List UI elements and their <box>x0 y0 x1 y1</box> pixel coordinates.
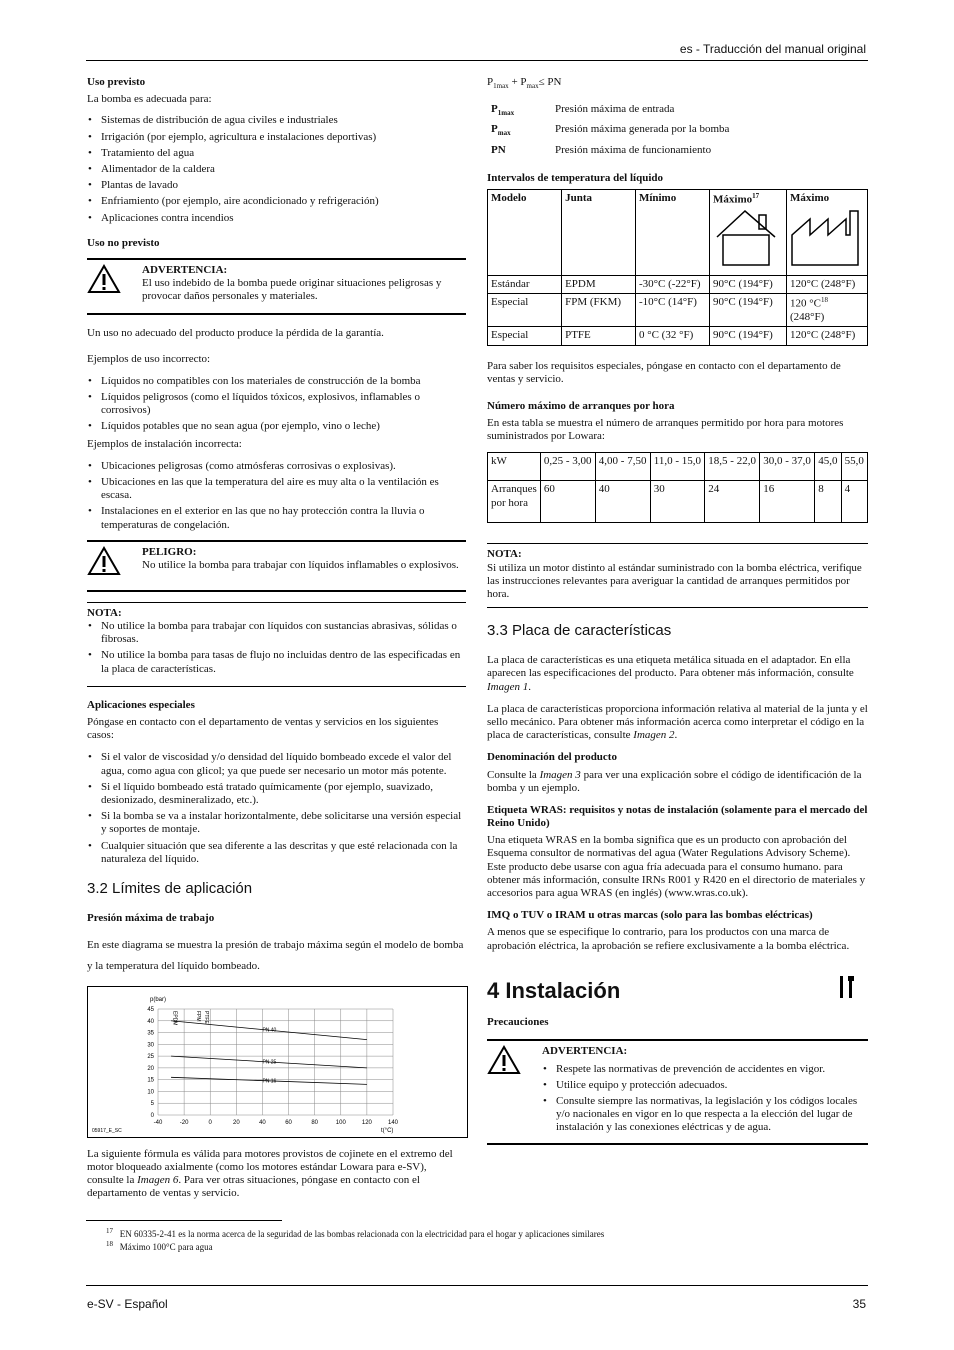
warning-box-2 <box>487 1039 868 1144</box>
aplicaciones-intro: Póngase en contacto con el departamento de ventas y servicios en los siguientes casos: <box>87 716 439 742</box>
garantia-text: Un uso no adecuado del producto produce la pérdida de la garantía. <box>87 327 384 340</box>
nota-box <box>87 602 466 687</box>
table-cell: 90°C (194°F) <box>710 327 787 345</box>
def-text: Presión máxima de funcionamiento <box>555 143 712 156</box>
nota-title: NOTA: <box>87 606 122 619</box>
temperature-table <box>487 189 868 345</box>
warning-icon <box>487 1045 542 1138</box>
section-3-3-heading: 3.3 Placa de características <box>487 622 672 640</box>
house-icon <box>713 207 783 273</box>
def-symbol: $P_{1max}$ <box>491 102 515 117</box>
pressure-formula: $P_{1max} + P_{max}\le$ PN <box>487 76 562 91</box>
uso-previsto-intro: La bomba es adecuada para: <box>87 93 212 106</box>
footnote: $^{18}$ Máximo 100°C para agua <box>106 1240 213 1252</box>
y-tick-label: 45 <box>147 1006 154 1013</box>
def-symbol: PN <box>491 143 506 156</box>
warning-text: El uso indebido de la bomba puede originar situaciones peligrosas y provocar daños personales y materiales. <box>142 277 442 303</box>
imq-text: A menos que se especifique lo contrario, para los productos con una marca de aprobación eléctrica, la aprobación se refiere exclusivamente a la bomba eléctrica. <box>487 926 850 952</box>
precauciones-title: Precauciones <box>487 1016 549 1029</box>
table-header: Junta <box>562 190 636 276</box>
table-header: Máximo$^{17}$ <box>710 190 787 276</box>
x-axis-label: t(°C) <box>381 1127 394 1134</box>
tools-icon <box>838 974 856 1004</box>
table-cell: 90°C (194°F) <box>710 276 787 294</box>
y-tick-label: 0 <box>150 1112 154 1119</box>
list-item: • Plantas de lavado <box>101 179 466 192</box>
placa-p1: La placa de características es una etiqueta metálica situada en el adaptador. En ella aparecen las especificaciones del producto. Para obtener más información, consulte Imagen 1. <box>487 654 854 693</box>
table-cell: 24 <box>705 481 760 523</box>
table-cell: 120 $^\circ C^{18}$ (248°F) <box>787 294 868 327</box>
header-rule <box>86 60 868 61</box>
def-text: Presión máxima de entrada <box>555 102 675 115</box>
ejemplos-inst-title: Ejemplos de instalación incorrecta: <box>87 437 242 450</box>
ejemplos-uso-list <box>87 375 466 434</box>
pressure-chart <box>87 986 468 1138</box>
uso-previsto-title: Uso previsto <box>87 76 146 88</box>
table-cell: 55,0 <box>841 453 867 481</box>
footnote-rule <box>86 1220 282 1221</box>
x-tick-label: 0 <box>208 1119 212 1126</box>
right-column <box>487 76 868 1155</box>
x-tick-label: 60 <box>285 1119 292 1126</box>
x-tick-label: 80 <box>311 1119 319 1126</box>
section-4-header <box>487 962 868 1016</box>
arranques-table <box>487 452 868 523</box>
table-cell: 120°C (248°F) <box>787 327 868 345</box>
list-item: • Cualquier situación que sea diferente a las descritas y que esté relacionada con la naturaleza del líquido. <box>101 840 466 866</box>
list-item: • No utilice la bomba para trabajar con líquidos con sustancias abrasivas, sólidas o fibrosas. <box>101 620 466 646</box>
y-tick-label: 5 <box>150 1101 154 1108</box>
y-tick-label: 20 <box>147 1065 154 1072</box>
table-cell: 0,25 - 3,00 <box>540 453 595 481</box>
ejemplos-inst-list <box>87 460 466 532</box>
nota-box-right <box>487 543 868 608</box>
table-cell: EPDM <box>562 276 636 294</box>
section-3-2-heading: 3.2 Límites de aplicación <box>87 879 253 897</box>
table-cell: 8 <box>815 481 841 523</box>
warning-icon <box>87 264 142 304</box>
list-item: • Ubicaciones peligrosas (como atmósferas corrosivas o explosivas). <box>101 460 466 473</box>
def-text: Presión máxima generada por la bomba <box>555 123 730 136</box>
y-tick-label: 40 <box>147 1018 154 1025</box>
list-item: • Líquidos potables que no sean agua (por ejemplo, vino o leche) <box>101 420 466 433</box>
nota-text: Si utiliza un motor distinto al estándar suministrado con la bomba eléctrica, verifique las instrucciones relevantes para averiguar la cantidad de arranques permitidos por hora. <box>487 561 862 601</box>
arranques-text: En esta tabla se muestra el número de arranques permitido por hora para motores suministrados por Lowara: <box>487 417 844 443</box>
table-cell: 30 <box>650 481 705 523</box>
uso-previsto-list <box>87 114 466 224</box>
table-cell: Arranques por hora <box>488 481 541 523</box>
table-cell: -10°C (14°F) <box>635 294 709 327</box>
left-column <box>87 76 466 1210</box>
y-tick-label: 25 <box>147 1053 154 1060</box>
list-item: • Respete las normativas de prevención de accidentes en vigor. <box>556 1063 868 1076</box>
uso-no-previsto-title: Uso no previsto <box>87 236 160 249</box>
table-cell: PTFE <box>562 327 636 345</box>
danger-title: PELIGRO: <box>142 545 197 558</box>
table-header: Modelo <box>488 190 562 276</box>
ejemplos-uso-title: Ejemplos de uso incorrecto: <box>87 352 211 365</box>
placa-p2: La placa de características proporciona información relativa al material de la junta y el sello mecánico. Para obtener más información acerca como interpretar el código en la placa de características, consulte Imagen 2. <box>487 702 868 742</box>
list-item: • Si el líquido bombeado está tratado químicamente (por ejemplo, suavizado, desionizado, desmineralizado, etc.). <box>101 781 466 807</box>
series-label: PN 25 <box>262 1059 277 1066</box>
presion-text: En este diagrama se muestra la presión de trabajo máxima según el modelo de bomba y la temperatura del líquido bombeado. <box>87 939 464 972</box>
temp-title: Intervalos de temperatura del líquido <box>487 171 663 184</box>
warning-box <box>87 258 466 316</box>
warning-title: ADVERTENCIA: <box>142 263 228 276</box>
arranques-title: Número máximo de arranques por hora <box>487 399 675 412</box>
aplicaciones-title: Aplicaciones especiales <box>87 698 195 711</box>
presion-title: Presión máxima de trabajo <box>87 911 215 924</box>
footer-rule <box>86 1285 868 1286</box>
y-tick-label: 15 <box>147 1077 154 1084</box>
wras-text: Una etiqueta WRAS en la bomba significa que es un producto con aprobación del Esquema consultor de normativas del agua (Water Regulations Advisory Scheme). Este producto debe usarse con agua fría adecuada para el consumo humano. para obtener más información, consulte IRNs R001 y R420 en el directorio de materiales y accesorios para agua WRAS (en inglés) (www.wras.co.uk). <box>487 834 866 900</box>
list-item: • Irrigación (por ejemplo, agricultura e instalaciones deportivas) <box>101 131 466 144</box>
danger-box <box>87 540 466 592</box>
formula-text: La siguiente fórmula es válida para motores provistos de cojinete en el extremo del motor bloqueado axialmente (como los motores estándar Lowara para e-SV), consulte la Imagen 6. Para ver otras situaciones, póngase en contacto con el departamento de ventas y servicio. <box>87 1147 453 1200</box>
x-tick-label: 20 <box>232 1119 240 1126</box>
page-number: 35 <box>852 1297 866 1311</box>
aplicaciones-list <box>87 751 466 866</box>
table-cell: Especial <box>488 327 562 345</box>
table-cell: 18,5 - 22,0 <box>705 453 760 481</box>
list-item: • Ubicaciones en las que la temperatura del aire es muy alta o la ventilación es escasa. <box>101 476 466 502</box>
table-cell: 0 °C (32 °F) <box>635 327 709 345</box>
x-tick-label: -40 <box>153 1119 163 1126</box>
series-label: PN 16 <box>262 1078 277 1085</box>
table-header: Mínimo <box>635 190 709 276</box>
factory-icon <box>790 205 864 271</box>
x-tick-label: 100 <box>335 1119 346 1126</box>
table-header: Máximo <box>787 190 868 276</box>
material-label: PTFE <box>203 1010 209 1024</box>
pressure-chart-svg <box>88 987 467 1137</box>
denominacion-text: Consulte la Imagen 3 para ver una explicación sobre el código de identificación de la bomba y un ejemplo. <box>487 768 862 794</box>
table-cell: 90°C (194°F) <box>710 294 787 327</box>
list-item: • Líquidos peligrosos (como el líquidos tóxicos, explosivos, inflamables o corrosivos) <box>101 391 466 417</box>
list-item: • Aplicaciones contra incendios <box>101 212 466 225</box>
list-item: • Instalaciones en el exterior en las que no hay protección contra la lluvia o temperaturas de congelación. <box>101 505 466 531</box>
list-item: • Consulte siempre las normativas, la legislación y los códigos locales y/o nacionales en vigor en lo que respecta a la elección del lugar de instalación y las conexiones eléctricas y de agua. <box>556 1095 868 1135</box>
temp-note: Para saber los requisitos especiales, póngase en contacto con el departamento de ventas y servicio. <box>487 359 841 385</box>
table-cell: kW <box>488 453 541 481</box>
x-tick-label: 140 <box>387 1119 399 1126</box>
series-label: PN 40 <box>262 1027 277 1034</box>
table-cell: 120°C (248°F) <box>787 276 868 294</box>
table-cell: 40 <box>595 481 650 523</box>
x-tick-label: -20 <box>179 1119 189 1126</box>
table-cell: 11,0 - 15,0 <box>650 453 705 481</box>
table-cell: FPM (FKM) <box>562 294 636 327</box>
table-cell: -30°C (-22°F) <box>635 276 709 294</box>
danger-icon <box>87 546 142 580</box>
list-item: • Si la bomba se va a instalar horizontalmente, debe solicitarse una versión especial y soportes de montaje. <box>101 810 466 836</box>
list-item: • No utilice la bomba para tasas de flujo no incluidas dentro de las especificadas en la placa de características. <box>101 649 466 675</box>
danger-text: No utilice la bomba para trabajar con líquidos inflamables o explosivos. <box>142 558 459 571</box>
table-cell: Estándar <box>488 276 562 294</box>
list-item: • Enfriamiento (por ejemplo, aire acondicionado y refrigeración) <box>101 195 466 208</box>
warning-title: ADVERTENCIA: <box>542 1045 628 1058</box>
y-tick-label: 30 <box>147 1042 154 1049</box>
material-label: EPDM <box>171 1010 178 1026</box>
table-cell: 45,0 <box>815 453 841 481</box>
table-cell: 60 <box>540 481 595 523</box>
list-item: • Alimentador de la caldera <box>101 163 466 176</box>
table-cell: Especial <box>488 294 562 327</box>
y-axis-label: p(bar) <box>150 996 167 1003</box>
list-item: • Líquidos no compatibles con los materiales de construcción de la bomba <box>101 375 466 388</box>
footnote: $^{17}$ EN 60335-2-41 es la norma acerca de la seguridad de las bombas relacionada con la electricidad para el hogar y aplicaciones similares <box>106 1227 605 1239</box>
x-tick-label: 40 <box>259 1119 266 1126</box>
table-cell: 30,0 - 37,0 <box>760 453 815 481</box>
running-header: es - Traducción del manual original <box>679 42 866 56</box>
table-cell: 4,00 - 7,50 <box>595 453 650 481</box>
y-tick-label: 10 <box>147 1089 154 1096</box>
wras-title: Etiqueta WRAS: requisitos y notas de instalación (solamente para el mercado del Reino Unido) <box>487 803 868 830</box>
list-item: • Sistemas de distribución de agua civiles e industriales <box>101 114 466 127</box>
imq-title: IMQ o TUV o IRAM u otras marcas (solo para las bombas eléctricas) <box>487 909 813 922</box>
list-item: • Si el valor de viscosidad y/o densidad del líquido bombeado excede el valor del agua, como agua con glicol; ya que puede ser necesario un motor más potente. <box>101 751 466 777</box>
chart-code: 05917_E_SC <box>92 1127 122 1134</box>
x-tick-label: 120 <box>361 1119 372 1126</box>
table-cell: 4 <box>841 481 867 523</box>
footer-left: e-SV - Español <box>87 1297 168 1311</box>
y-tick-label: 35 <box>147 1030 154 1037</box>
nota-title: NOTA: <box>487 548 522 561</box>
section-4-heading: 4 Instalación <box>487 977 621 1003</box>
def-symbol: $P_{max}$ <box>491 123 511 138</box>
denominacion-title: Denominación del producto <box>487 751 617 764</box>
material-label: FPM <box>195 1010 202 1022</box>
table-cell: 16 <box>760 481 815 523</box>
list-item: • Tratamiento del agua <box>101 147 466 160</box>
definitions-table <box>487 100 733 160</box>
list-item: • Utilice equipo y protección adecuados. <box>556 1079 868 1092</box>
